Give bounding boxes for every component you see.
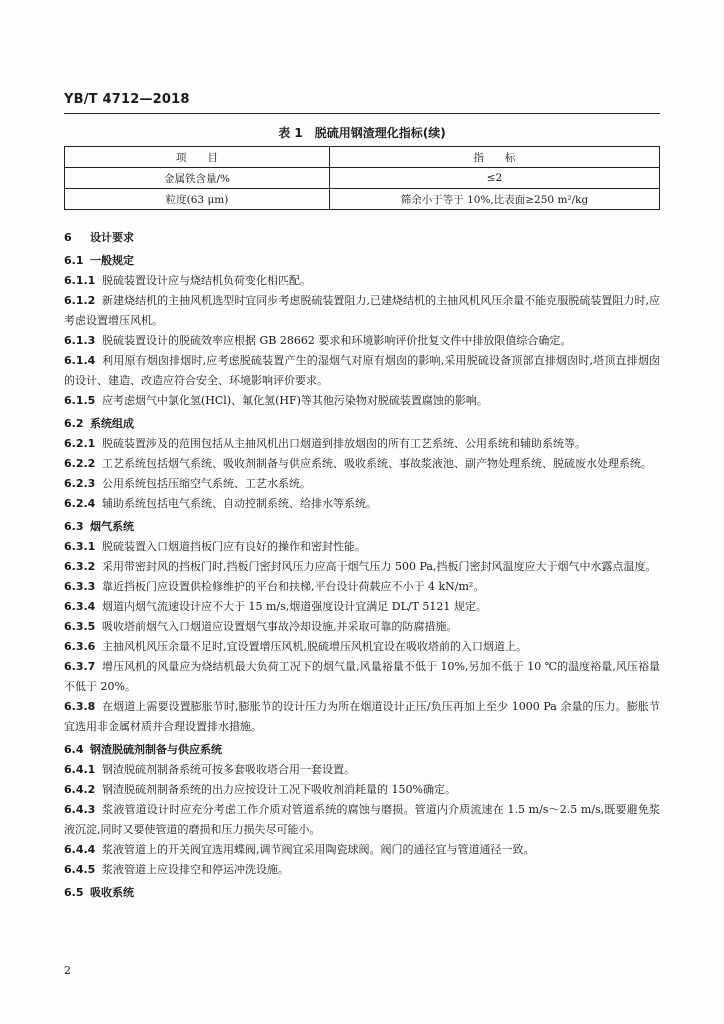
clause-number: 6.2 — [64, 417, 84, 430]
clause-number: 6.4.2 — [64, 783, 96, 796]
clause-number: 6.1.2 — [64, 294, 96, 307]
heading-text: 一般规定 — [90, 254, 134, 267]
clause-number: 6.1.1 — [64, 274, 96, 287]
clause-text: 脱硫装置设计应与烧结机负荷变化相匹配。 — [102, 274, 311, 287]
clause-paragraph — [64, 351, 660, 391]
clause-number: 6.3.6 — [64, 640, 96, 653]
clause-text: 浆液管道设计时应充分考虑工作介质对管道系统的腐蚀与磨损。管道内介质流速在 1.5 m/s～2.5 m/s,既要避免浆液沉淀,同时又要使管道的磨损和压力损失尽可能小。 — [64, 803, 660, 836]
spec-table — [64, 146, 660, 210]
heading-text: 系统组成 — [90, 417, 134, 430]
clause-text: 应考虑烟气中氯化氢(HCl)、氟化氢(HF)等其他污染物对脱硫装置腐蚀的影响。 — [102, 394, 488, 407]
clause-text: 钢渣脱硫剂制备系统可按多套吸收塔合用一套设置。 — [102, 763, 355, 776]
clause-text: 脱硫装置涉及的范围包括从主抽风机出口烟道到排放烟囱的所有工艺系统、公用系统和辅助系统等。 — [102, 437, 586, 450]
clause-paragraph — [64, 760, 660, 780]
clause-paragraph — [64, 577, 660, 597]
clause-number: 6.4.4 — [64, 843, 96, 856]
clause-number: 6.2.3 — [64, 477, 96, 490]
clause-text: 工艺系统包括烟气系统、吸收剂制备与供应系统、吸收系统、事故浆液池、副产物处理系统、脱硫废水处理系统。 — [102, 457, 652, 470]
clause-paragraph — [64, 597, 660, 617]
clause-text: 增压风机的风量应为烧结机最大负荷工况下的烟气量,风量裕量不低于 10%,另加不低于 10 ℃的温度裕量,风压裕量不低于 20%。 — [64, 660, 660, 693]
table-header-item: 项 目 — [65, 147, 330, 168]
clause-text: 浆液管道上的开关阀宜选用蝶阀,调节阀宜采用陶瓷球阀。阀门的通径宜与管道通径一致。 — [102, 843, 535, 856]
table-cell: 金属铁含量/% — [65, 168, 330, 189]
clause-text: 利用原有烟囱排烟时,应考虑脱硫装置产生的湿烟气对原有烟囱的影响,采用脱硫设备顶部直排烟囱时,塔顶直排烟囱的设计、建造、改造应符合安全、环境影响评价要求。 — [64, 354, 660, 387]
table-row — [65, 189, 660, 210]
heading-text: 钢渣脱硫剂制备与供应系统 — [90, 743, 222, 756]
clause-text: 吸收塔前烟气入口烟道应设置烟气事故冷却设施,并采取可靠的防腐措施。 — [102, 620, 458, 633]
clause-paragraph — [64, 637, 660, 657]
clause-paragraph — [64, 557, 660, 577]
clause-paragraph — [64, 474, 660, 494]
clause-text: 脱硫装置设计的脱硫效率应根据 GB 28662 要求和环境影响评价批复文件中排放限值综合确定。 — [102, 334, 572, 347]
clause-paragraph — [64, 331, 660, 351]
table-header-row — [65, 147, 660, 168]
heading-text: 吸收系统 — [90, 886, 134, 899]
table-row — [65, 168, 660, 189]
clause-number: 6.3.1 — [64, 540, 96, 553]
clause-text: 脱硫装置入口烟道挡板门应有良好的操作和密封性能。 — [102, 540, 366, 553]
page-number: 2 — [64, 964, 71, 977]
clause-text: 浆液管道上应设排空和停运冲洗设施。 — [102, 863, 289, 876]
clause-number: 6.4 — [64, 743, 84, 756]
table-header-value: 指 标 — [330, 147, 660, 168]
document-body — [64, 228, 660, 903]
clause-number: 6.5 — [64, 886, 84, 899]
clause-text: 辅助系统包括电气系统、自动控制系统、给排水等系统。 — [102, 497, 377, 510]
clause-number: 6.1.3 — [64, 334, 96, 347]
clause-paragraph — [64, 391, 660, 411]
section-heading — [64, 414, 660, 434]
clause-paragraph — [64, 860, 660, 880]
clause-number: 6.1 — [64, 254, 84, 267]
clause-paragraph — [64, 494, 660, 514]
clause-text: 公用系统包括压缩空气系统、工艺水系统。 — [102, 477, 311, 490]
clause-paragraph — [64, 537, 660, 557]
clause-paragraph — [64, 454, 660, 474]
heading-text: 烟气系统 — [90, 520, 134, 533]
clause-text: 在烟道上需要设置膨胀节时,膨胀节的设计压力为所在烟道设计正压/负压再加上至少 1000 Pa 余量的压力。膨胀节宜选用非金属材质并合理设置排水措施。 — [64, 700, 660, 733]
clause-paragraph — [64, 434, 660, 454]
table-cell: 粒度(63 μm) — [65, 189, 330, 210]
clause-text: 钢渣脱硫剂制备系统的出力应按设计工况下吸收剂消耗量的 150%确定。 — [102, 783, 456, 796]
clause-paragraph — [64, 840, 660, 860]
table-cell: ≤2 — [330, 168, 660, 189]
section-heading — [64, 740, 660, 760]
clause-number: 6.3.8 — [64, 700, 96, 713]
clause-paragraph — [64, 697, 660, 737]
heading-text: 设计要求 — [90, 231, 134, 244]
clause-text: 新建烧结机的主抽风机选型时宜同步考虑脱硫装置阻力,已建烧结机的主抽风机风压余量不能克服脱硫装置阻力时,应考虑设置增压风机。 — [64, 294, 660, 327]
clause-paragraph — [64, 271, 660, 291]
clause-number: 6.2.1 — [64, 437, 96, 450]
clause-number: 6.4.3 — [64, 803, 96, 816]
table-cell: 筛余小于等于 10%,比表面≥250 m²/kg — [330, 189, 660, 210]
clause-number: 6.2.2 — [64, 457, 96, 470]
clause-number: 6.3.4 — [64, 600, 96, 613]
clause-number: 6.3.7 — [64, 660, 96, 673]
clause-number: 6.1.4 — [64, 354, 96, 367]
clause-text: 靠近挡板门应设置供检修维护的平台和扶梯,平台设计荷载应不小于 4 kN/m²。 — [102, 580, 485, 593]
table-title: 表 1 脱硫用钢渣理化指标(续) — [278, 126, 446, 140]
clause-number: 6.4.5 — [64, 863, 96, 876]
standard-id: YB/T 4712—2018 — [64, 92, 190, 107]
clause-text: 主抽风机风压余量不足时,宜设置增压风机,脱硫增压风机宜设在吸收塔前的入口烟道上。 — [102, 640, 527, 653]
clause-paragraph — [64, 291, 660, 331]
clause-text: 烟道内烟气流速设计应不大于 15 m/s,烟道强度设计宜满足 DL/T 5121 规定。 — [102, 600, 487, 613]
clause-paragraph — [64, 800, 660, 840]
section-heading — [64, 251, 660, 271]
clause-number: 6.2.4 — [64, 497, 96, 510]
clause-number: 6.1.5 — [64, 394, 96, 407]
clause-paragraph — [64, 617, 660, 637]
clause-number: 6 — [64, 231, 72, 244]
section-heading — [64, 517, 660, 537]
clause-paragraph — [64, 657, 660, 697]
clause-number: 6.3.5 — [64, 620, 96, 633]
clause-number: 6.3.2 — [64, 560, 96, 573]
header-rule — [64, 113, 660, 114]
clause-number: 6.3 — [64, 520, 84, 533]
section-heading — [64, 883, 660, 903]
section-heading — [64, 228, 660, 248]
clause-number: 6.4.1 — [64, 763, 96, 776]
clause-text: 采用带密封风的挡板门时,挡板门密封风压力应高于烟气压力 500 Pa,挡板门密封风温度应大于烟气中水露点温度。 — [102, 560, 657, 573]
clause-paragraph — [64, 780, 660, 800]
clause-number: 6.3.3 — [64, 580, 96, 593]
